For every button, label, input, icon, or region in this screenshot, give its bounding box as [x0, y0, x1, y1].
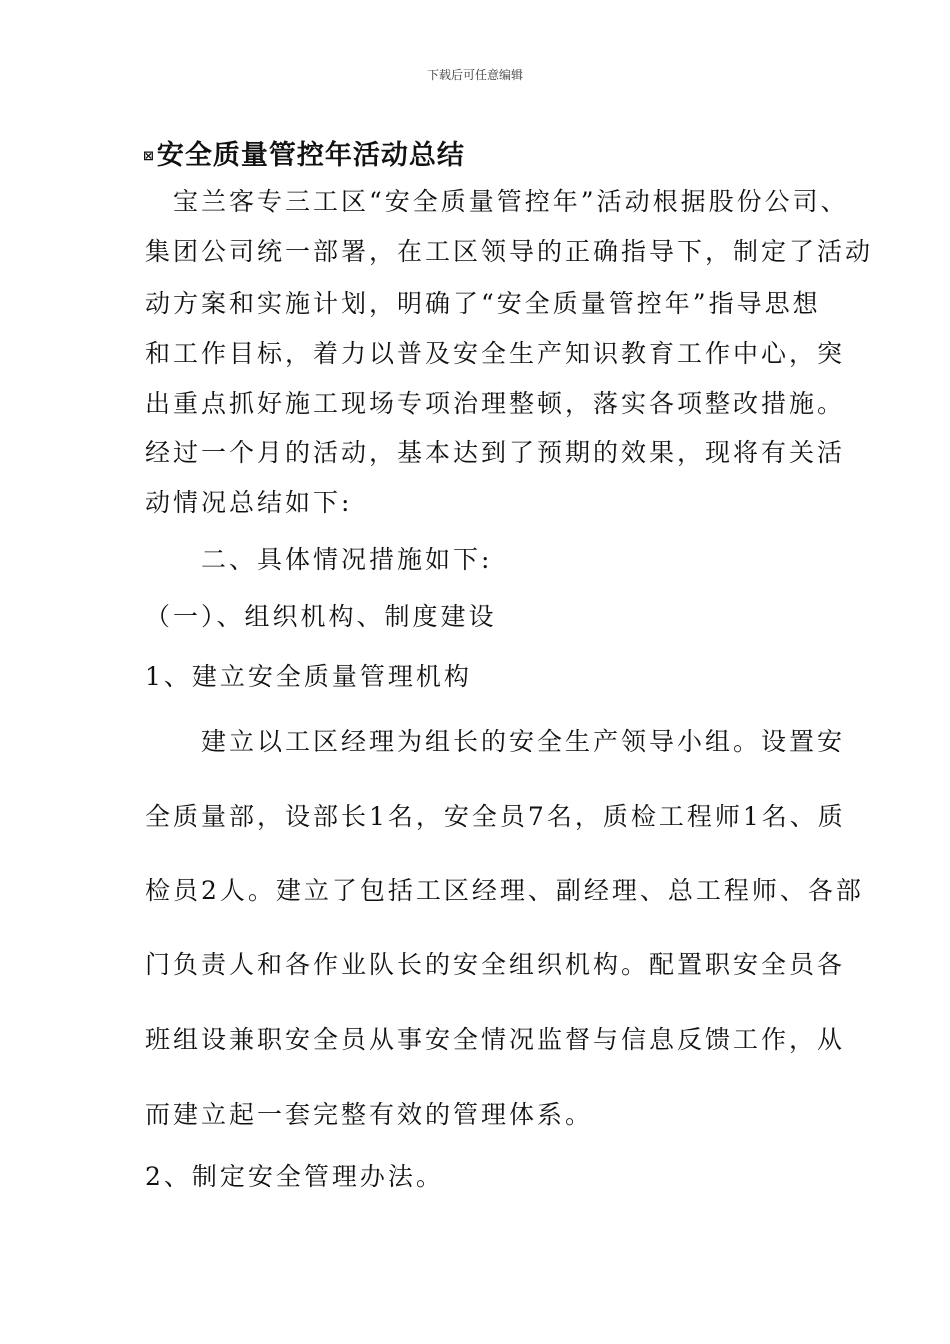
intro-line-4: 和工作目标，着力以普及安全生产知识教育工作中心，突: [145, 339, 846, 368]
item1-line-5: 班组设兼职安全员从事安全情况监督与信息反馈工作，从: [145, 1025, 846, 1054]
item2-heading: 2、制定安全管理办法。: [145, 1162, 444, 1191]
title-text: 安全质量管控年活动总结: [156, 140, 465, 171]
title-marker-icon: ⊠: [143, 149, 155, 164]
item1-line-2: 全质量部，设部长1名，安全员7名，质检工程师1名、质: [145, 802, 846, 831]
item1-line-1: 建立以工区经理为组长的安全生产领导小组。设置安: [145, 727, 846, 756]
intro-line-3: 动方案和实施计划，明确了“安全质量管控年”指导思想: [145, 289, 821, 318]
item1-heading: 1、建立安全质量管理机构: [145, 662, 472, 691]
subsection-heading: （一）、组织机构、制度建设: [145, 602, 497, 631]
intro-line-2: 集团公司统一部署，在工区领导的正确指导下，制定了活动: [145, 237, 874, 266]
intro-line-6: 经过一个月的活动，基本达到了预期的效果，现将有关活: [145, 438, 846, 467]
document-title: [143, 133, 465, 172]
intro-line-7: 动情况总结如下:: [145, 488, 353, 517]
page-header: 下载后可任意编辑: [426, 68, 523, 82]
item1-line-3: 检员2人。建立了包括工区经理、副经理、总工程师、各部: [145, 876, 864, 905]
item1-line-6: 而建立起一套完整有效的管理体系。: [145, 1100, 594, 1129]
intro-line-1: 宝兰客专三工区“安全质量管控年”活动根据股份公司、: [145, 187, 849, 216]
item1-line-4: 门负责人和各作业队长的安全组织机构。配置职安全员各: [145, 950, 846, 979]
section-heading: 二、具体情况措施如下:: [145, 545, 493, 574]
intro-line-5: 出重点抓好施工现场专项治理整顿，落实各项整改措施。: [145, 389, 846, 418]
